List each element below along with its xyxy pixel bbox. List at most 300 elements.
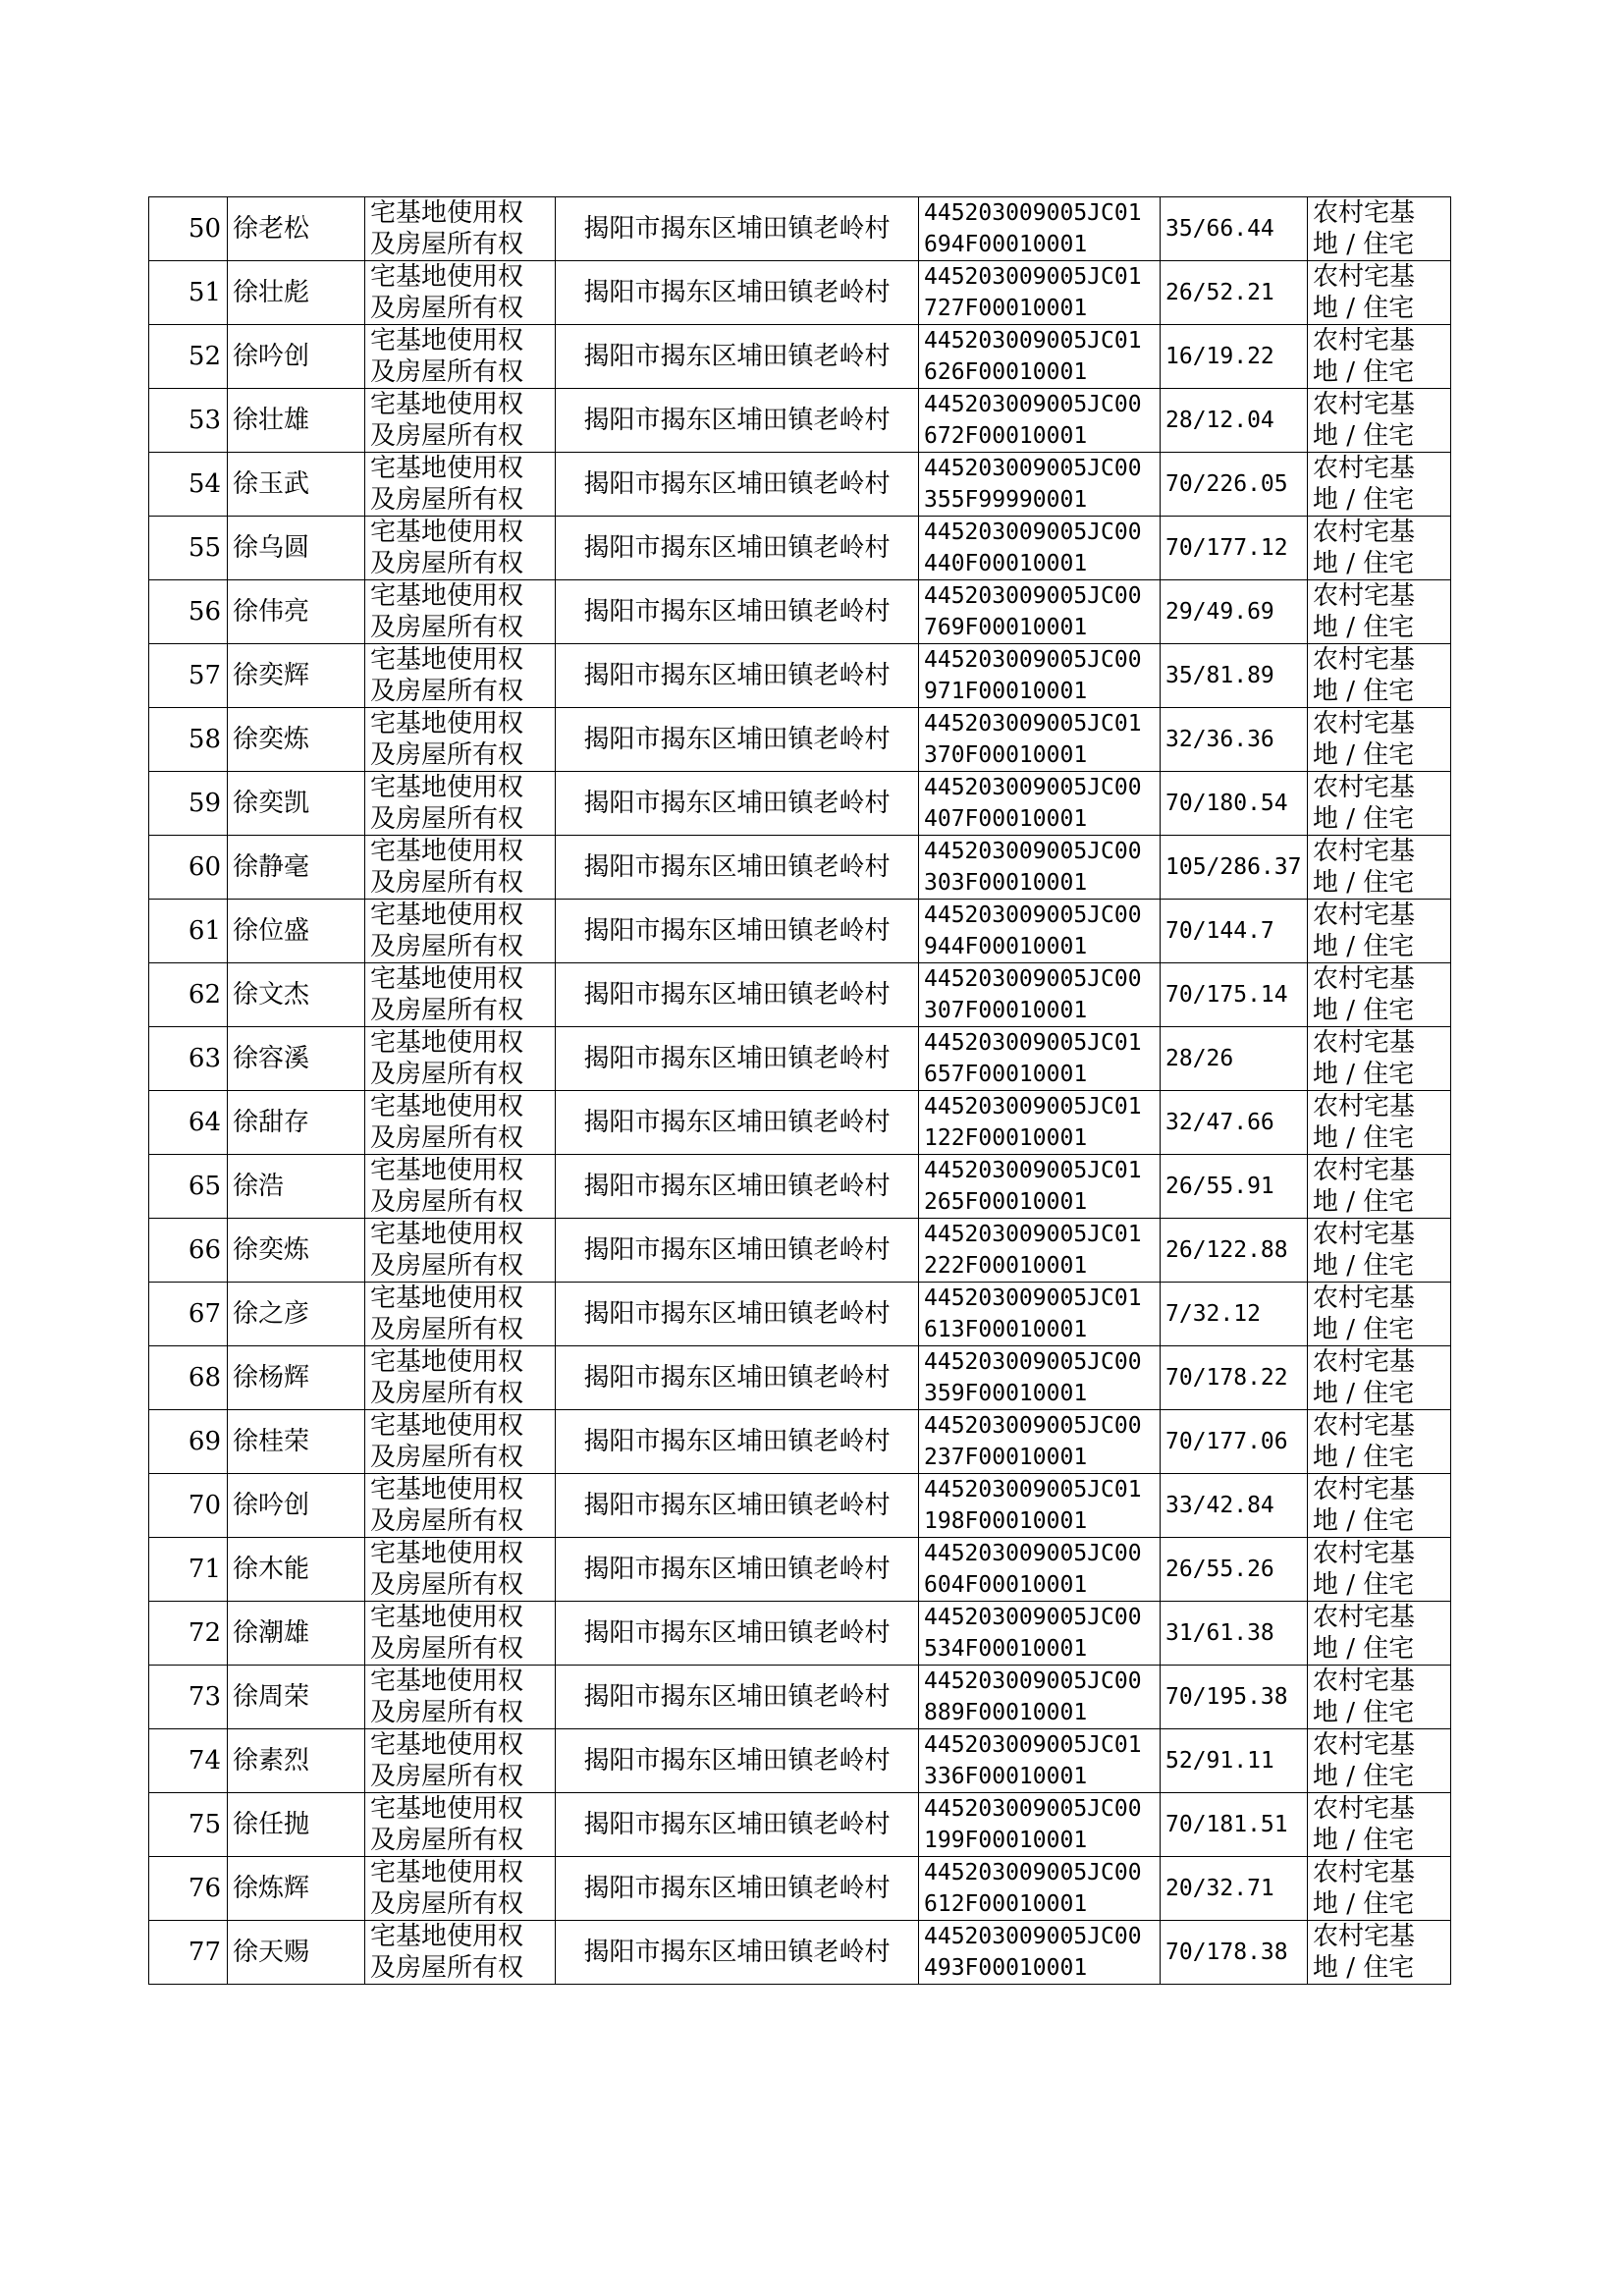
unit-code-cell-line-1: 445203009005JC01 bbox=[924, 711, 1142, 737]
table-row bbox=[149, 1091, 1451, 1155]
right-type-cell-line-2: 及房屋所有权 bbox=[370, 677, 524, 706]
table-row bbox=[149, 1155, 1451, 1219]
owner-name-cell: 徐之彦 bbox=[228, 1283, 365, 1346]
unit-code-cell bbox=[919, 1219, 1161, 1283]
land-use-cell-line-2: 地 / 住宅 bbox=[1313, 996, 1415, 1025]
land-use-cell bbox=[1308, 1793, 1451, 1857]
right-type-cell-line-1: 宅基地使用权 bbox=[370, 645, 524, 675]
area-cell: 70/180.54 bbox=[1161, 772, 1308, 836]
right-type-cell bbox=[365, 325, 556, 389]
location-cell: 揭阳市揭东区埔田镇老岭村 bbox=[556, 1155, 919, 1219]
location-cell: 揭阳市揭东区埔田镇老岭村 bbox=[556, 1666, 919, 1729]
unit-code-cell-line-2: 971F00010001 bbox=[924, 679, 1088, 704]
area-cell: 7/32.12 bbox=[1161, 1283, 1308, 1346]
row-number-cell: 69 bbox=[149, 1410, 228, 1474]
unit-code-cell bbox=[919, 517, 1161, 580]
owner-name-cell: 徐乌圆 bbox=[228, 517, 365, 580]
right-type-cell bbox=[365, 1857, 556, 1921]
right-type-cell-line-2: 及房屋所有权 bbox=[370, 868, 524, 898]
right-type-cell-line-2: 及房屋所有权 bbox=[370, 1506, 524, 1536]
table-row bbox=[149, 644, 1451, 708]
location-cell: 揭阳市揭东区埔田镇老岭村 bbox=[556, 1283, 919, 1346]
row-number-cell: 58 bbox=[149, 708, 228, 772]
land-use-cell bbox=[1308, 644, 1451, 708]
right-type-cell-line-1: 宅基地使用权 bbox=[370, 773, 524, 802]
location-cell: 揭阳市揭东区埔田镇老岭村 bbox=[556, 963, 919, 1027]
land-use-cell bbox=[1308, 197, 1451, 261]
unit-code-cell-line-1: 445203009005JC01 bbox=[924, 1285, 1142, 1311]
land-use-cell-line-2: 地 / 住宅 bbox=[1313, 1060, 1415, 1089]
unit-code-cell bbox=[919, 963, 1161, 1027]
unit-code-cell-line-2: 199F00010001 bbox=[924, 1828, 1088, 1853]
land-use-cell bbox=[1308, 325, 1451, 389]
owner-name-cell: 徐壮雄 bbox=[228, 389, 365, 453]
land-use-cell-line-2: 地 / 住宅 bbox=[1313, 1953, 1415, 1983]
right-type-cell bbox=[365, 900, 556, 963]
owner-name-cell: 徐奕炼 bbox=[228, 708, 365, 772]
row-number-cell: 54 bbox=[149, 453, 228, 517]
right-type-cell-line-2: 及房屋所有权 bbox=[370, 230, 524, 259]
unit-code-cell-line-1: 445203009005JC01 bbox=[924, 264, 1142, 290]
right-type-cell-line-2: 及房屋所有权 bbox=[370, 1060, 524, 1089]
land-use-cell-line-1: 农村宅基 bbox=[1313, 773, 1416, 802]
table-row bbox=[149, 1410, 1451, 1474]
area-cell: 29/49.69 bbox=[1161, 580, 1308, 644]
row-number-cell: 72 bbox=[149, 1602, 228, 1666]
owner-name-cell: 徐文杰 bbox=[228, 963, 365, 1027]
land-use-cell-line-1: 农村宅基 bbox=[1313, 1475, 1416, 1504]
table-row bbox=[149, 1857, 1451, 1921]
table-row bbox=[149, 1346, 1451, 1410]
unit-code-cell bbox=[919, 1857, 1161, 1921]
land-use-cell bbox=[1308, 1346, 1451, 1410]
land-use-cell bbox=[1308, 900, 1451, 963]
unit-code-cell-line-1: 445203009005JC01 bbox=[924, 328, 1142, 354]
unit-code-cell-line-1: 445203009005JC00 bbox=[924, 839, 1142, 864]
area-cell: 32/36.36 bbox=[1161, 708, 1308, 772]
table-row bbox=[149, 453, 1451, 517]
unit-code-cell bbox=[919, 644, 1161, 708]
area-cell: 70/177.12 bbox=[1161, 517, 1308, 580]
area-cell: 28/26 bbox=[1161, 1027, 1308, 1091]
row-number-cell: 50 bbox=[149, 197, 228, 261]
location-cell: 揭阳市揭东区埔田镇老岭村 bbox=[556, 772, 919, 836]
land-use-cell-line-2: 地 / 住宅 bbox=[1313, 932, 1415, 961]
owner-name-cell: 徐浩 bbox=[228, 1155, 365, 1219]
owner-name-cell: 徐伟亮 bbox=[228, 580, 365, 644]
unit-code-cell-line-2: 336F00010001 bbox=[924, 1764, 1088, 1789]
area-cell: 35/81.89 bbox=[1161, 644, 1308, 708]
row-number-cell: 57 bbox=[149, 644, 228, 708]
area-cell: 26/55.91 bbox=[1161, 1155, 1308, 1219]
unit-code-cell bbox=[919, 708, 1161, 772]
unit-code-cell bbox=[919, 580, 1161, 644]
location-cell: 揭阳市揭东区埔田镇老岭村 bbox=[556, 325, 919, 389]
row-number-cell: 62 bbox=[149, 963, 228, 1027]
owner-name-cell: 徐素烈 bbox=[228, 1729, 365, 1793]
land-use-cell-line-1: 农村宅基 bbox=[1313, 198, 1416, 228]
land-use-cell-line-1: 农村宅基 bbox=[1313, 518, 1416, 547]
table-row bbox=[149, 708, 1451, 772]
owner-name-cell: 徐玉武 bbox=[228, 453, 365, 517]
land-use-cell bbox=[1308, 1729, 1451, 1793]
unit-code-cell bbox=[919, 900, 1161, 963]
unit-code-cell-line-1: 445203009005JC01 bbox=[924, 1477, 1142, 1503]
right-type-cell bbox=[365, 1219, 556, 1283]
owner-name-cell: 徐壮彪 bbox=[228, 261, 365, 325]
land-use-cell bbox=[1308, 1283, 1451, 1346]
unit-code-cell-line-2: 612F00010001 bbox=[924, 1891, 1088, 1917]
unit-code-cell-line-1: 445203009005JC01 bbox=[924, 1094, 1142, 1120]
owner-name-cell: 徐桂荣 bbox=[228, 1410, 365, 1474]
right-type-cell-line-1: 宅基地使用权 bbox=[370, 1730, 524, 1760]
unit-code-cell-line-1: 445203009005JC00 bbox=[924, 1349, 1142, 1375]
location-cell: 揭阳市揭东区埔田镇老岭村 bbox=[556, 1410, 919, 1474]
right-type-cell bbox=[365, 1538, 556, 1602]
table-row bbox=[149, 1921, 1451, 1985]
location-cell: 揭阳市揭东区埔田镇老岭村 bbox=[556, 1474, 919, 1538]
land-use-cell-line-1: 农村宅基 bbox=[1313, 1411, 1416, 1441]
land-use-cell-line-2: 地 / 住宅 bbox=[1313, 421, 1415, 451]
right-type-cell-line-1: 宅基地使用权 bbox=[370, 1794, 524, 1824]
land-use-cell-line-2: 地 / 住宅 bbox=[1313, 1187, 1415, 1217]
location-cell: 揭阳市揭东区埔田镇老岭村 bbox=[556, 389, 919, 453]
table-row bbox=[149, 197, 1451, 261]
unit-code-cell-line-1: 445203009005JC00 bbox=[924, 519, 1142, 545]
owner-name-cell: 徐木能 bbox=[228, 1538, 365, 1602]
registry-table bbox=[148, 196, 1451, 1985]
right-type-cell bbox=[365, 1666, 556, 1729]
unit-code-cell-line-2: 222F00010001 bbox=[924, 1253, 1088, 1279]
right-type-cell-line-1: 宅基地使用权 bbox=[370, 1667, 524, 1696]
right-type-cell bbox=[365, 1729, 556, 1793]
area-cell: 70/178.38 bbox=[1161, 1921, 1308, 1985]
area-cell: 70/175.14 bbox=[1161, 963, 1308, 1027]
right-type-cell-line-2: 及房屋所有权 bbox=[370, 932, 524, 961]
land-use-cell-line-1: 农村宅基 bbox=[1313, 1794, 1416, 1824]
location-cell: 揭阳市揭东区埔田镇老岭村 bbox=[556, 580, 919, 644]
location-cell: 揭阳市揭东区埔田镇老岭村 bbox=[556, 1921, 919, 1985]
row-number-cell: 68 bbox=[149, 1346, 228, 1410]
land-use-cell-line-1: 农村宅基 bbox=[1313, 1603, 1416, 1632]
land-use-cell bbox=[1308, 1091, 1451, 1155]
right-type-cell-line-1: 宅基地使用权 bbox=[370, 198, 524, 228]
unit-code-cell-line-2: 889F00010001 bbox=[924, 1700, 1088, 1725]
land-use-cell bbox=[1308, 1027, 1451, 1091]
land-use-cell-line-1: 农村宅基 bbox=[1313, 964, 1416, 994]
area-cell: 35/66.44 bbox=[1161, 197, 1308, 261]
table-row bbox=[149, 963, 1451, 1027]
row-number-cell: 66 bbox=[149, 1219, 228, 1283]
row-number-cell: 56 bbox=[149, 580, 228, 644]
right-type-cell bbox=[365, 1793, 556, 1857]
land-use-cell-line-2: 地 / 住宅 bbox=[1313, 1698, 1415, 1727]
unit-code-cell-line-2: 672F00010001 bbox=[924, 423, 1088, 449]
right-type-cell bbox=[365, 1346, 556, 1410]
land-use-cell-line-1: 农村宅基 bbox=[1313, 1730, 1416, 1760]
land-use-cell-line-1: 农村宅基 bbox=[1313, 645, 1416, 675]
right-type-cell-line-1: 宅基地使用权 bbox=[370, 1539, 524, 1568]
land-use-cell bbox=[1308, 261, 1451, 325]
unit-code-cell bbox=[919, 389, 1161, 453]
location-cell: 揭阳市揭东区埔田镇老岭村 bbox=[556, 453, 919, 517]
land-use-cell-line-1: 农村宅基 bbox=[1313, 1539, 1416, 1568]
unit-code-cell-line-1: 445203009005JC00 bbox=[924, 1413, 1142, 1439]
land-use-cell-line-2: 地 / 住宅 bbox=[1313, 294, 1415, 323]
right-type-cell bbox=[365, 836, 556, 900]
right-type-cell-line-1: 宅基地使用权 bbox=[370, 1603, 524, 1632]
land-use-cell-line-2: 地 / 住宅 bbox=[1313, 1443, 1415, 1472]
unit-code-cell bbox=[919, 197, 1161, 261]
right-type-cell-line-1: 宅基地使用权 bbox=[370, 262, 524, 292]
owner-name-cell: 徐奕炼 bbox=[228, 1219, 365, 1283]
area-cell: 70/178.22 bbox=[1161, 1346, 1308, 1410]
right-type-cell-line-2: 及房屋所有权 bbox=[370, 1379, 524, 1408]
right-type-cell bbox=[365, 1921, 556, 1985]
land-use-cell bbox=[1308, 708, 1451, 772]
unit-code-cell-line-2: 613F00010001 bbox=[924, 1317, 1088, 1342]
unit-code-cell bbox=[919, 1921, 1161, 1985]
owner-name-cell: 徐炼辉 bbox=[228, 1857, 365, 1921]
area-cell: 20/32.71 bbox=[1161, 1857, 1308, 1921]
unit-code-cell bbox=[919, 1091, 1161, 1155]
right-type-cell-line-1: 宅基地使用权 bbox=[370, 1347, 524, 1377]
unit-code-cell bbox=[919, 325, 1161, 389]
row-number-cell: 73 bbox=[149, 1666, 228, 1729]
row-number-cell: 74 bbox=[149, 1729, 228, 1793]
right-type-cell-line-1: 宅基地使用权 bbox=[370, 1156, 524, 1185]
unit-code-cell-line-1: 445203009005JC00 bbox=[924, 1796, 1142, 1822]
owner-name-cell: 徐天赐 bbox=[228, 1921, 365, 1985]
row-number-cell: 71 bbox=[149, 1538, 228, 1602]
row-number-cell: 59 bbox=[149, 772, 228, 836]
land-use-cell bbox=[1308, 1410, 1451, 1474]
unit-code-cell bbox=[919, 261, 1161, 325]
right-type-cell bbox=[365, 197, 556, 261]
table-row bbox=[149, 1283, 1451, 1346]
land-use-cell-line-1: 农村宅基 bbox=[1313, 1667, 1416, 1696]
area-cell: 32/47.66 bbox=[1161, 1091, 1308, 1155]
row-number-cell: 76 bbox=[149, 1857, 228, 1921]
row-number-cell: 63 bbox=[149, 1027, 228, 1091]
row-number-cell: 65 bbox=[149, 1155, 228, 1219]
location-cell: 揭阳市揭东区埔田镇老岭村 bbox=[556, 261, 919, 325]
unit-code-cell-line-1: 445203009005JC01 bbox=[924, 200, 1142, 226]
right-type-cell bbox=[365, 453, 556, 517]
unit-code-cell bbox=[919, 1729, 1161, 1793]
land-use-cell bbox=[1308, 1666, 1451, 1729]
land-use-cell-line-2: 地 / 住宅 bbox=[1313, 677, 1415, 706]
table-row bbox=[149, 1729, 1451, 1793]
unit-code-cell-line-2: 307F00010001 bbox=[924, 998, 1088, 1023]
unit-code-cell-line-1: 445203009005JC00 bbox=[924, 1860, 1142, 1885]
right-type-cell-line-2: 及房屋所有权 bbox=[370, 294, 524, 323]
unit-code-cell bbox=[919, 1793, 1161, 1857]
right-type-cell bbox=[365, 963, 556, 1027]
right-type-cell-line-1: 宅基地使用权 bbox=[370, 518, 524, 547]
location-cell: 揭阳市揭东区埔田镇老岭村 bbox=[556, 1538, 919, 1602]
area-cell: 26/55.26 bbox=[1161, 1538, 1308, 1602]
land-use-cell-line-2: 地 / 住宅 bbox=[1313, 357, 1415, 387]
right-type-cell-line-1: 宅基地使用权 bbox=[370, 1411, 524, 1441]
right-type-cell-line-2: 及房屋所有权 bbox=[370, 1634, 524, 1664]
unit-code-cell-line-2: 359F00010001 bbox=[924, 1381, 1088, 1406]
right-type-cell bbox=[365, 517, 556, 580]
unit-code-cell bbox=[919, 1666, 1161, 1729]
unit-code-cell-line-1: 445203009005JC00 bbox=[924, 456, 1142, 481]
land-use-cell-line-2: 地 / 住宅 bbox=[1313, 1634, 1415, 1664]
land-use-cell-line-2: 地 / 住宅 bbox=[1313, 1506, 1415, 1536]
land-use-cell bbox=[1308, 963, 1451, 1027]
unit-code-cell bbox=[919, 1155, 1161, 1219]
unit-code-cell bbox=[919, 1283, 1161, 1346]
right-type-cell-line-2: 及房屋所有权 bbox=[370, 613, 524, 642]
table-row bbox=[149, 389, 1451, 453]
right-type-cell-line-2: 及房屋所有权 bbox=[370, 421, 524, 451]
right-type-cell-line-2: 及房屋所有权 bbox=[370, 1443, 524, 1472]
unit-code-cell-line-2: 237F00010001 bbox=[924, 1445, 1088, 1470]
location-cell: 揭阳市揭东区埔田镇老岭村 bbox=[556, 1219, 919, 1283]
land-use-cell-line-2: 地 / 住宅 bbox=[1313, 1570, 1415, 1600]
owner-name-cell: 徐杨辉 bbox=[228, 1346, 365, 1410]
area-cell: 52/91.11 bbox=[1161, 1729, 1308, 1793]
land-use-cell-line-1: 农村宅基 bbox=[1313, 1858, 1416, 1887]
owner-name-cell: 徐吟创 bbox=[228, 325, 365, 389]
location-cell: 揭阳市揭东区埔田镇老岭村 bbox=[556, 1346, 919, 1410]
owner-name-cell: 徐奕辉 bbox=[228, 644, 365, 708]
right-type-cell-line-1: 宅基地使用权 bbox=[370, 1858, 524, 1887]
table-row bbox=[149, 517, 1451, 580]
table-body bbox=[149, 197, 1451, 1985]
land-use-cell-line-2: 地 / 住宅 bbox=[1313, 549, 1415, 578]
right-type-cell-line-1: 宅基地使用权 bbox=[370, 964, 524, 994]
right-type-cell bbox=[365, 1602, 556, 1666]
land-use-cell-line-2: 地 / 住宅 bbox=[1313, 1251, 1415, 1281]
land-use-cell bbox=[1308, 453, 1451, 517]
right-type-cell-line-1: 宅基地使用权 bbox=[370, 1220, 524, 1249]
unit-code-cell-line-2: 657F00010001 bbox=[924, 1062, 1088, 1087]
location-cell: 揭阳市揭东区埔田镇老岭村 bbox=[556, 1729, 919, 1793]
land-use-cell-line-2: 地 / 住宅 bbox=[1313, 1889, 1415, 1919]
unit-code-cell-line-2: 303F00010001 bbox=[924, 870, 1088, 896]
land-use-cell-line-2: 地 / 住宅 bbox=[1313, 804, 1415, 834]
area-cell: 31/61.38 bbox=[1161, 1602, 1308, 1666]
row-number-cell: 52 bbox=[149, 325, 228, 389]
unit-code-cell-line-2: 727F00010001 bbox=[924, 296, 1088, 321]
table-row bbox=[149, 1027, 1451, 1091]
unit-code-cell-line-1: 445203009005JC00 bbox=[924, 1924, 1142, 1949]
right-type-cell-line-2: 及房屋所有权 bbox=[370, 1570, 524, 1600]
right-type-cell-line-2: 及房屋所有权 bbox=[370, 1123, 524, 1153]
land-use-cell-line-1: 农村宅基 bbox=[1313, 1284, 1416, 1313]
right-type-cell-line-1: 宅基地使用权 bbox=[370, 1475, 524, 1504]
land-use-cell-line-1: 农村宅基 bbox=[1313, 262, 1416, 292]
right-type-cell-line-1: 宅基地使用权 bbox=[370, 1922, 524, 1951]
unit-code-cell bbox=[919, 1602, 1161, 1666]
right-type-cell bbox=[365, 772, 556, 836]
unit-code-cell-line-1: 445203009005JC01 bbox=[924, 1030, 1142, 1056]
location-cell: 揭阳市揭东区埔田镇老岭村 bbox=[556, 197, 919, 261]
land-use-cell-line-2: 地 / 住宅 bbox=[1313, 868, 1415, 898]
right-type-cell bbox=[365, 1410, 556, 1474]
area-cell: 26/52.21 bbox=[1161, 261, 1308, 325]
right-type-cell-line-1: 宅基地使用权 bbox=[370, 454, 524, 483]
unit-code-cell-line-1: 445203009005JC01 bbox=[924, 1732, 1142, 1758]
location-cell: 揭阳市揭东区埔田镇老岭村 bbox=[556, 517, 919, 580]
unit-code-cell-line-1: 445203009005JC01 bbox=[924, 1158, 1142, 1183]
right-type-cell bbox=[365, 261, 556, 325]
unit-code-cell bbox=[919, 1474, 1161, 1538]
land-use-cell-line-2: 地 / 住宅 bbox=[1313, 740, 1415, 770]
land-use-cell-line-1: 农村宅基 bbox=[1313, 454, 1416, 483]
unit-code-cell-line-2: 198F00010001 bbox=[924, 1508, 1088, 1534]
area-cell: 70/144.7 bbox=[1161, 900, 1308, 963]
land-use-cell-line-1: 农村宅基 bbox=[1313, 709, 1416, 738]
unit-code-cell bbox=[919, 1538, 1161, 1602]
owner-name-cell: 徐吟创 bbox=[228, 1474, 365, 1538]
location-cell: 揭阳市揭东区埔田镇老岭村 bbox=[556, 1602, 919, 1666]
area-cell: 70/226.05 bbox=[1161, 453, 1308, 517]
unit-code-cell-line-2: 122F00010001 bbox=[924, 1125, 1088, 1151]
area-cell: 70/195.38 bbox=[1161, 1666, 1308, 1729]
land-use-cell bbox=[1308, 1155, 1451, 1219]
unit-code-cell bbox=[919, 1027, 1161, 1091]
row-number-cell: 55 bbox=[149, 517, 228, 580]
row-number-cell: 67 bbox=[149, 1283, 228, 1346]
right-type-cell bbox=[365, 1155, 556, 1219]
unit-code-cell-line-1: 445203009005JC00 bbox=[924, 775, 1142, 800]
land-use-cell-line-1: 农村宅基 bbox=[1313, 1156, 1416, 1185]
right-type-cell-line-2: 及房屋所有权 bbox=[370, 549, 524, 578]
land-use-cell bbox=[1308, 1857, 1451, 1921]
table-row bbox=[149, 836, 1451, 900]
right-type-cell-line-1: 宅基地使用权 bbox=[370, 390, 524, 419]
right-type-cell-line-1: 宅基地使用权 bbox=[370, 1092, 524, 1121]
land-use-cell bbox=[1308, 772, 1451, 836]
land-use-cell bbox=[1308, 580, 1451, 644]
land-use-cell-line-2: 地 / 住宅 bbox=[1313, 1826, 1415, 1855]
land-use-cell-line-1: 农村宅基 bbox=[1313, 1092, 1416, 1121]
land-use-cell bbox=[1308, 1602, 1451, 1666]
table-row bbox=[149, 261, 1451, 325]
table-row bbox=[149, 900, 1451, 963]
table-row bbox=[149, 1474, 1451, 1538]
right-type-cell-line-1: 宅基地使用权 bbox=[370, 1284, 524, 1313]
unit-code-cell-line-1: 445203009005JC00 bbox=[924, 583, 1142, 609]
location-cell: 揭阳市揭东区埔田镇老岭村 bbox=[556, 1857, 919, 1921]
right-type-cell-line-2: 及房屋所有权 bbox=[370, 804, 524, 834]
land-use-cell-line-2: 地 / 住宅 bbox=[1313, 1123, 1415, 1153]
right-type-cell-line-2: 及房屋所有权 bbox=[370, 1889, 524, 1919]
location-cell: 揭阳市揭东区埔田镇老岭村 bbox=[556, 708, 919, 772]
land-use-cell bbox=[1308, 517, 1451, 580]
owner-name-cell: 徐位盛 bbox=[228, 900, 365, 963]
owner-name-cell: 徐任抛 bbox=[228, 1793, 365, 1857]
unit-code-cell-line-1: 445203009005JC00 bbox=[924, 1605, 1142, 1630]
land-use-cell-line-2: 地 / 住宅 bbox=[1313, 1315, 1415, 1344]
land-use-cell bbox=[1308, 1474, 1451, 1538]
table-row bbox=[149, 772, 1451, 836]
right-type-cell-line-1: 宅基地使用权 bbox=[370, 1028, 524, 1058]
table-row bbox=[149, 1602, 1451, 1666]
right-type-cell-line-2: 及房屋所有权 bbox=[370, 485, 524, 515]
unit-code-cell bbox=[919, 453, 1161, 517]
row-number-cell: 61 bbox=[149, 900, 228, 963]
table-row bbox=[149, 1666, 1451, 1729]
unit-code-cell bbox=[919, 1410, 1161, 1474]
area-cell: 28/12.04 bbox=[1161, 389, 1308, 453]
right-type-cell-line-2: 及房屋所有权 bbox=[370, 1762, 524, 1791]
